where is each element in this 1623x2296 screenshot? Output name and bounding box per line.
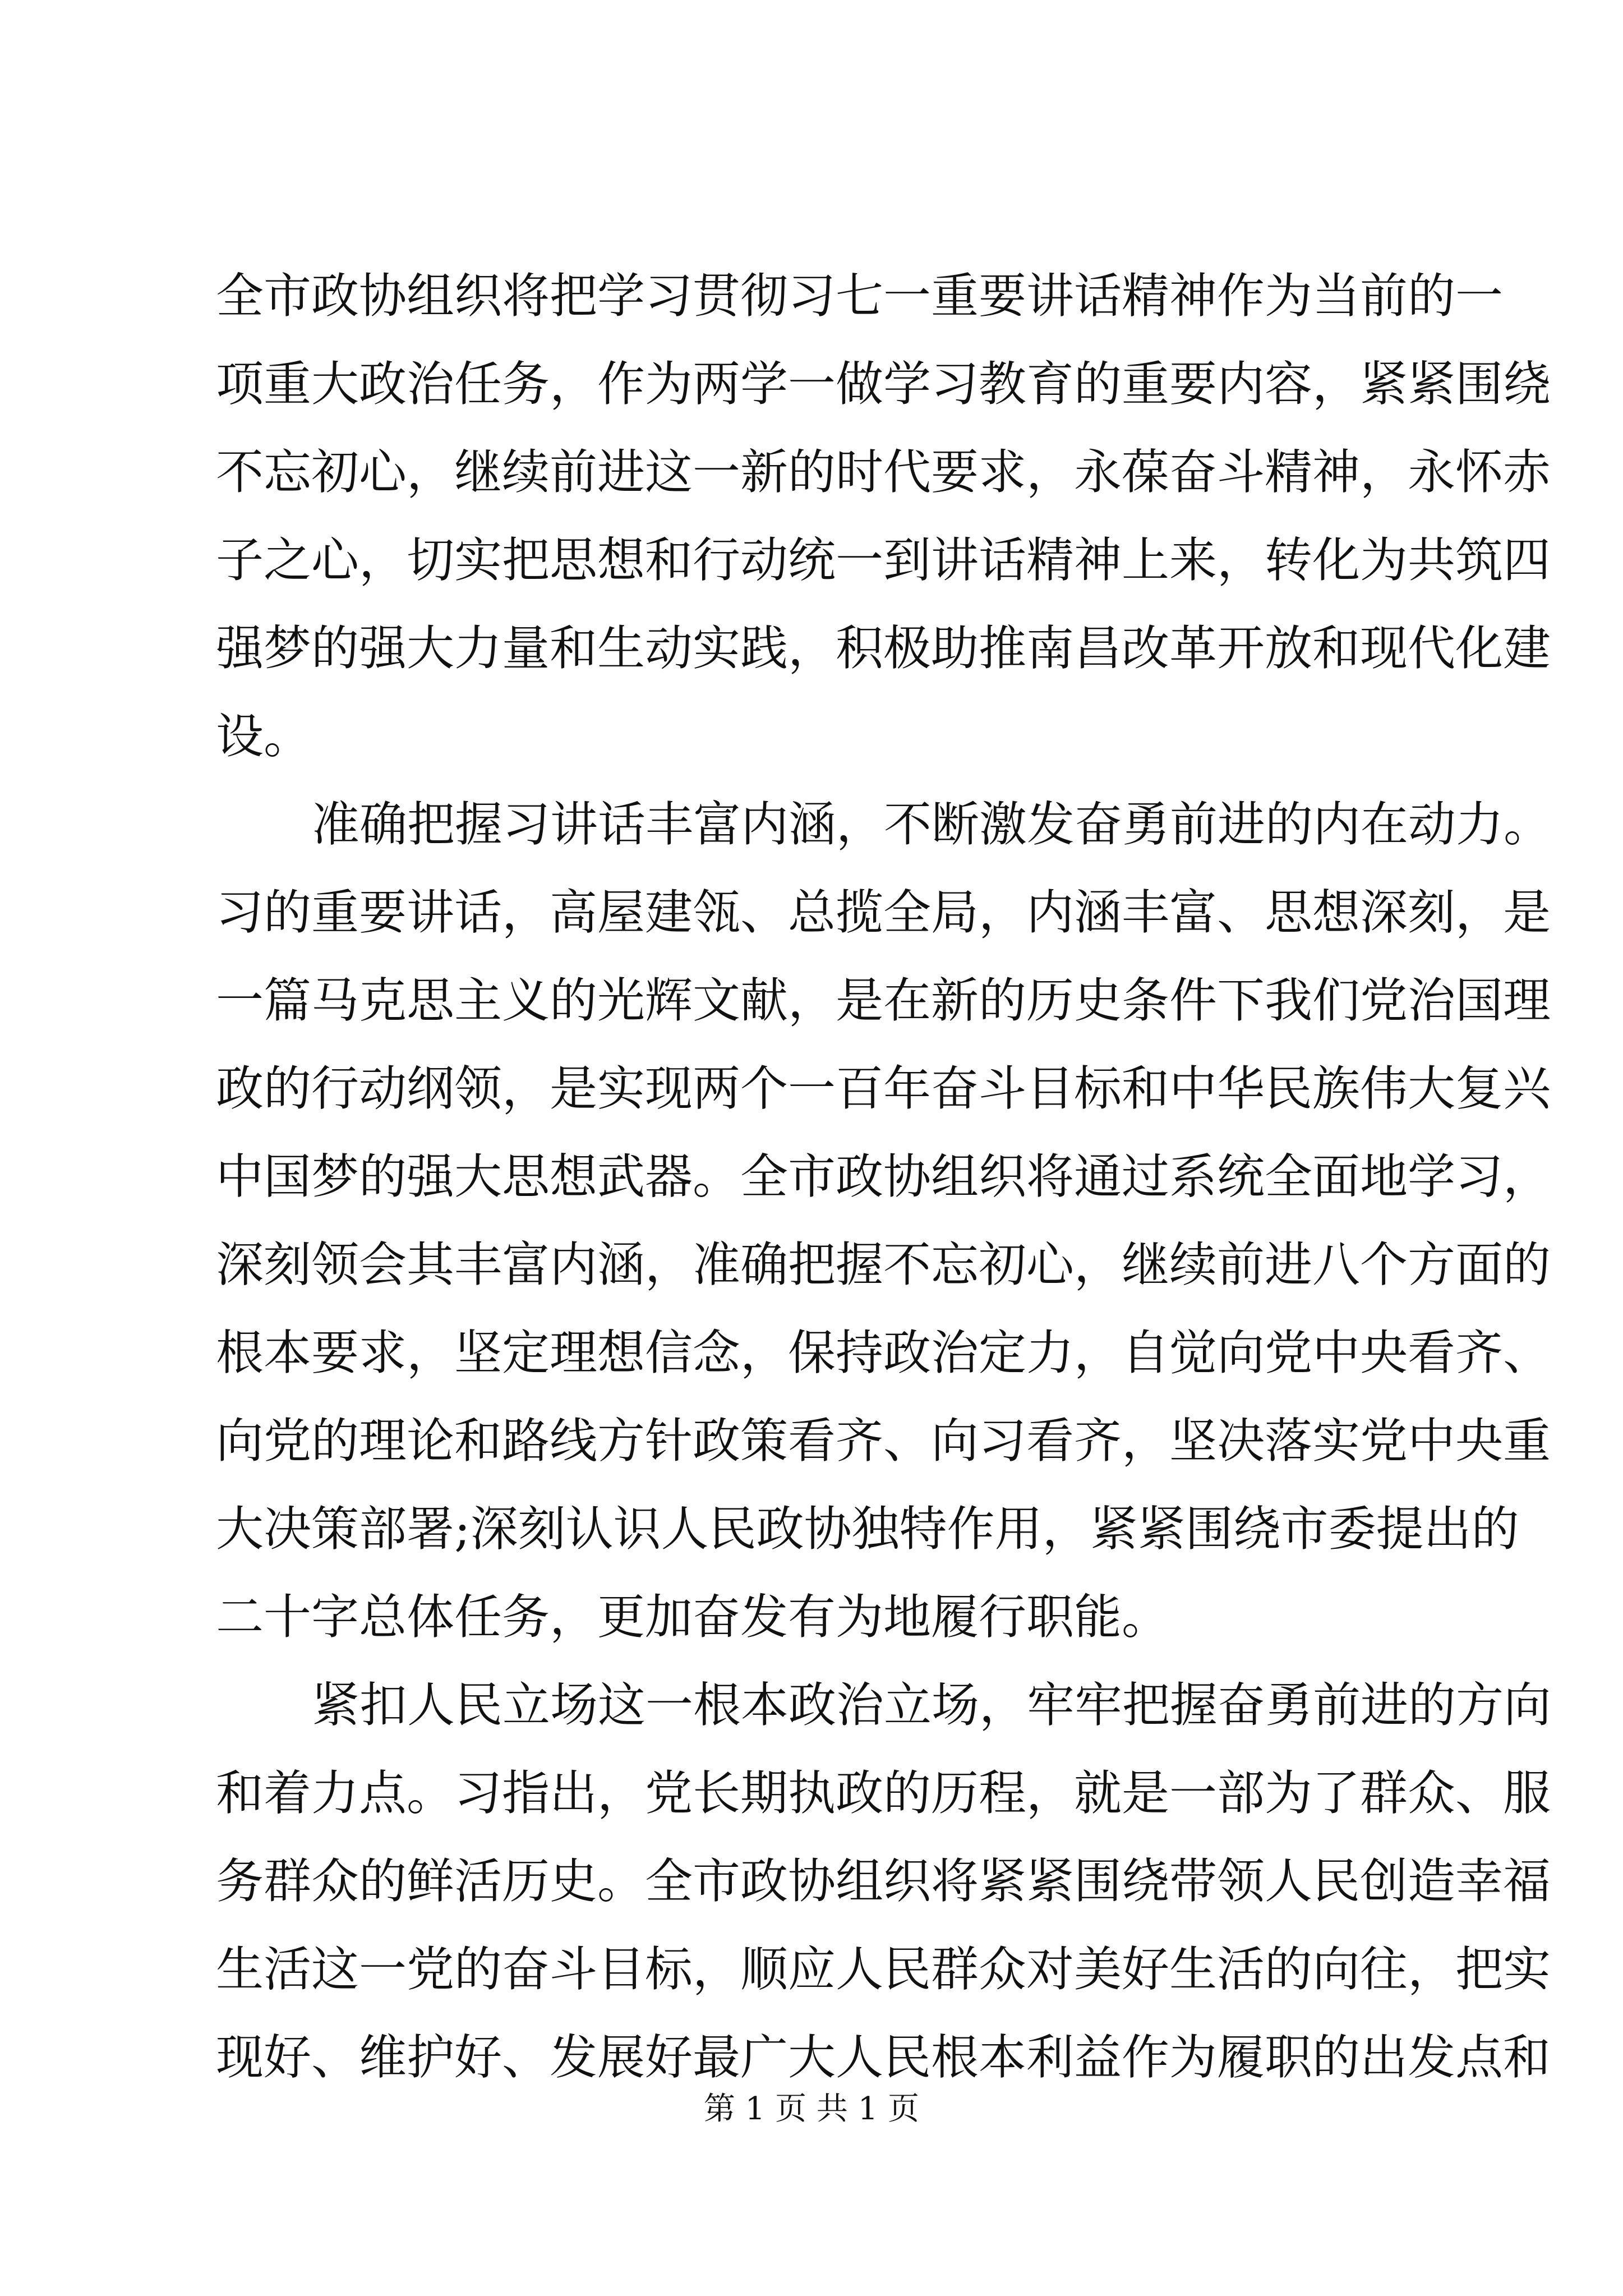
paragraph-3-line-4: 生活这一党的奋斗目标，顺应人民群众对美好生活的向往，把实: [216, 1942, 1551, 1998]
paragraph-1-line-2: 项重大政治任务，作为两学一做学习教育的重要内容，紧紧围绕: [216, 357, 1551, 412]
paragraph-3-line-3: 务群众的鲜活历史。全市政协组织将紧紧围绕带领人民创造幸福: [216, 1854, 1551, 1910]
paragraph-2-line-7: 根本要求，坚定理想信念，保持政治定力，自觉向党中央看齐、: [216, 1326, 1551, 1381]
paragraph-3-line-1: 紧扣人民立场这一根本政治立场，牢牢把握奋勇前进的方向: [312, 1678, 1552, 1733]
paragraph-2-line-2: 习的重要讲话，高屋建瓴、总揽全局，内涵丰富、思想深刻，是: [216, 885, 1551, 941]
paragraph-1-line-6: 设。: [216, 709, 312, 765]
paragraph-3-line-2: 和着力点。习指出，党长期执政的历程，就是一部为了群众、服: [216, 1766, 1551, 1821]
paragraph-2-line-6: 深刻领会其丰富内涵，准确把握不忘初心，继续前进八个方面的: [216, 1237, 1551, 1293]
paragraph-2-line-3: 一篇马克思主义的光辉文献，是在新的历史条件下我们党治国理: [216, 973, 1551, 1029]
paragraph-2-line-4: 政的行动纲领，是实现两个一百年奋斗目标和中华民族伟大复兴: [216, 1061, 1551, 1117]
paragraph-3-line-5: 现好、维护好、发展好最广大人民根本利益作为履职的出发点和: [216, 2030, 1551, 2086]
paragraph-1-line-1: 全市政协组织将把学习贯彻习七一重要讲话精神作为当前的一: [216, 269, 1504, 324]
paragraph-1-line-4: 子之心，切实把思想和行动统一到讲话精神上来，转化为共筑四: [216, 533, 1551, 588]
paragraph-2-line-9: 大决策部署;深刻认识人民政协独特作用，紧紧围绕市委提出的: [216, 1502, 1519, 1557]
page-number-footer: 第 1 页 共 1 页: [703, 2091, 920, 2127]
body-text: [216, 252, 1552, 2102]
paragraph-2-line-8: 向党的理论和路线方针政策看齐、向习看齐，坚决落实党中央重: [216, 1414, 1551, 1469]
paragraph-2-line-1: 准确把握习讲话丰富内涵，不断激发奋勇前进的内在动力。: [312, 797, 1552, 853]
paragraph-1-line-5: 强梦的强大力量和生动实践，积极助推南昌改革开放和现代化建: [216, 621, 1551, 677]
paragraph-2-line-5: 中国梦的强大思想武器。全市政协组织将通过系统全面地学习，: [216, 1149, 1551, 1205]
paragraph-2-line-10: 二十字总体任务，更加奋发有为地履行职能。: [216, 1590, 1170, 1645]
paragraph-1-line-3: 不忘初心，继续前进这一新的时代要求，永葆奋斗精神，永怀赤: [216, 445, 1551, 500]
